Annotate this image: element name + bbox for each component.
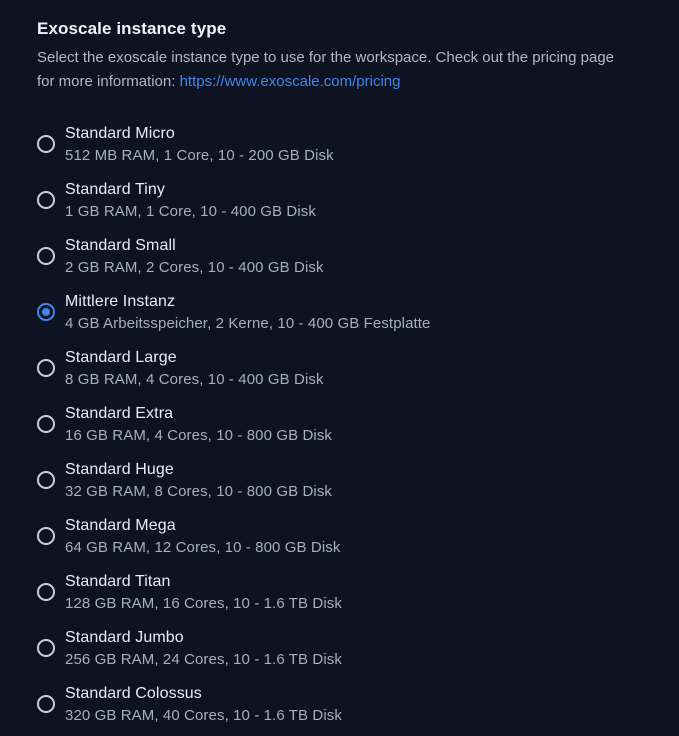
option-label: Standard Small bbox=[65, 237, 176, 254]
option-description: 64 GB RAM, 12 Cores, 10 - 800 GB Disk bbox=[65, 539, 341, 556]
option-texts bbox=[65, 178, 316, 222]
option-label: Standard Micro bbox=[65, 125, 175, 142]
option-texts bbox=[65, 626, 342, 670]
instance-option[interactable] bbox=[37, 626, 679, 670]
option-texts bbox=[65, 458, 332, 502]
instance-option[interactable] bbox=[37, 234, 679, 278]
option-texts bbox=[65, 346, 324, 390]
option-texts bbox=[65, 682, 342, 726]
option-texts bbox=[65, 234, 324, 278]
radio-icon[interactable] bbox=[37, 471, 55, 489]
option-description: 320 GB RAM, 40 Cores, 10 - 1.6 TB Disk bbox=[65, 707, 342, 724]
option-texts bbox=[65, 570, 342, 614]
option-description: 4 GB Arbeitsspeicher, 2 Kerne, 10 - 400 GB Festplatte bbox=[65, 315, 431, 332]
radio-icon[interactable] bbox=[37, 247, 55, 265]
option-description: 1 GB RAM, 1 Core, 10 - 400 GB Disk bbox=[65, 203, 316, 220]
instance-option[interactable] bbox=[37, 570, 679, 614]
instance-option[interactable] bbox=[37, 402, 679, 446]
page-title: Exoscale instance type bbox=[37, 19, 227, 38]
option-label: Mittlere Instanz bbox=[65, 293, 176, 310]
option-texts bbox=[65, 290, 431, 334]
instance-option[interactable] bbox=[37, 346, 679, 390]
instance-options bbox=[37, 122, 679, 726]
radio-icon[interactable] bbox=[37, 303, 55, 321]
option-description: 16 GB RAM, 4 Cores, 10 - 800 GB Disk bbox=[65, 427, 333, 444]
radio-icon[interactable] bbox=[37, 191, 55, 209]
option-texts bbox=[65, 122, 334, 166]
radio-icon[interactable] bbox=[37, 527, 55, 545]
option-label: Standard Large bbox=[65, 349, 177, 366]
option-texts bbox=[65, 402, 332, 446]
option-description: 512 MB RAM, 1 Core, 10 - 200 GB Disk bbox=[65, 147, 334, 164]
pricing-link[interactable]: https://www.exoscale.com/pricing bbox=[179, 73, 401, 90]
option-description: 256 GB RAM, 24 Cores, 10 - 1.6 TB Disk bbox=[65, 651, 342, 668]
option-description: 128 GB RAM, 16 Cores, 10 - 1.6 TB Disk bbox=[65, 595, 342, 612]
option-description: 2 GB RAM, 2 Cores, 10 - 400 GB Disk bbox=[65, 259, 324, 276]
option-label: Standard Extra bbox=[65, 405, 174, 422]
instance-option[interactable] bbox=[37, 122, 679, 166]
radio-icon[interactable] bbox=[37, 415, 55, 433]
instance-option[interactable] bbox=[37, 290, 679, 334]
option-label: Standard Colossus bbox=[65, 685, 202, 702]
radio-icon[interactable] bbox=[37, 695, 55, 713]
option-label: Standard Tiny bbox=[65, 181, 166, 198]
instance-option[interactable] bbox=[37, 682, 679, 726]
radio-icon[interactable] bbox=[37, 639, 55, 657]
option-label: Standard Titan bbox=[65, 573, 171, 590]
page-description bbox=[37, 46, 621, 94]
page-description-text: Select the exoscale instance type to use for the workspace. Check out the pricing page for more information: bbox=[37, 49, 615, 90]
instance-option[interactable] bbox=[37, 514, 679, 558]
radio-icon[interactable] bbox=[37, 135, 55, 153]
option-label: Standard Jumbo bbox=[65, 629, 184, 646]
option-label: Standard Huge bbox=[65, 461, 174, 478]
instance-option[interactable] bbox=[37, 458, 679, 502]
instance-option[interactable] bbox=[37, 178, 679, 222]
option-texts bbox=[65, 514, 340, 558]
option-description: 32 GB RAM, 8 Cores, 10 - 800 GB Disk bbox=[65, 483, 333, 500]
option-description: 8 GB RAM, 4 Cores, 10 - 400 GB Disk bbox=[65, 371, 324, 388]
radio-icon[interactable] bbox=[37, 359, 55, 377]
option-label: Standard Mega bbox=[65, 517, 176, 534]
radio-icon[interactable] bbox=[37, 583, 55, 601]
